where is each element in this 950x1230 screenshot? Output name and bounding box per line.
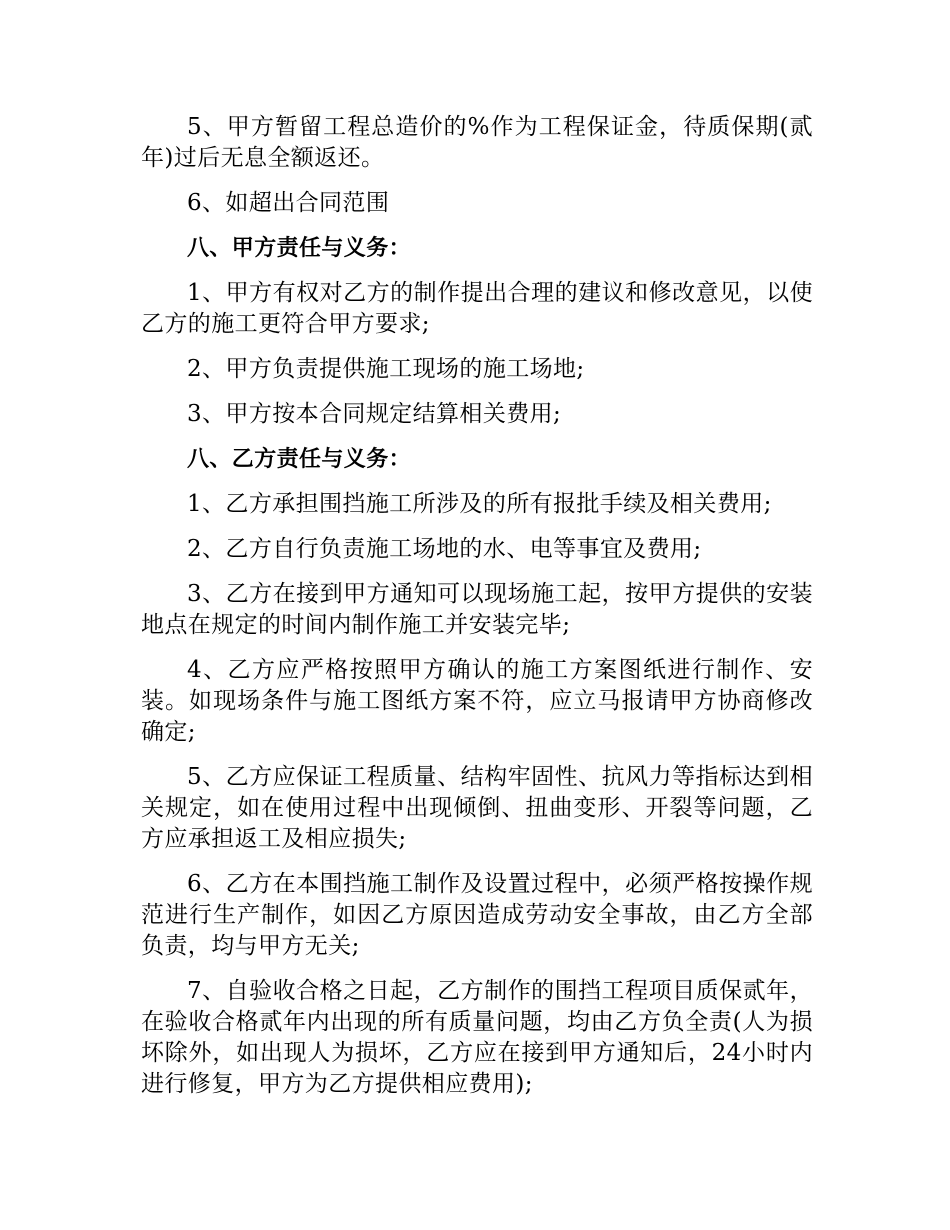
party-b-clause-7: 7、自验收合格之日起，乙方制作的围挡工程项目质保贰年，在验收合格贰年内出现的所有质量问题，均由乙方负全责(人为损坏除外，如出现人为损坏，乙方应在接到甲方通知后，24小时内进行修复，甲方为乙方提供相应费用); xyxy=(141,978,813,1097)
party-b-clause-3: 3、乙方在接到甲方通知可以现场施工起，按甲方提供的安装地点在规定的时间内制作施工并安装完毕; xyxy=(141,581,813,638)
section-heading-party-a: 八、甲方责任与义务： xyxy=(187,236,412,261)
party-b-clause-2: 2、乙方自行负责施工场地的水、电等事宜及费用; xyxy=(187,536,702,562)
party-b-clause-5: 5、乙方应保证工程质量、结构牢固性、抗风力等指标达到相关规定，如在使用过程中出现倾倒、扭曲变形、开裂等问题，乙方应承担返工及相应损失; xyxy=(141,764,813,852)
party-b-clause-1: 1、乙方承担围挡施工所涉及的所有报批手续及相关费用; xyxy=(187,491,772,517)
party-a-clause-3: 3、甲方按本合同规定结算相关费用; xyxy=(187,401,562,427)
party-b-clause-4: 4、乙方应严格按照甲方确认的施工方案图纸进行制作、安装。如现场条件与施工图纸方案不符，应立马报请甲方协商修改确定; xyxy=(141,657,813,745)
clause-guarantee-deposit: 5、甲方暂留工程总造价的%作为工程保证金，待质保期(贰年)过后无息全额返还。 xyxy=(141,114,813,171)
document-body xyxy=(141,112,813,1114)
party-a-clause-2: 2、甲方负责提供施工现场的施工场地; xyxy=(187,356,585,382)
party-b-clause-6: 6、乙方在本围挡施工制作及设置过程中，必须严格按操作规范进行生产制作，如因乙方原因造成劳动安全事故，由乙方全部负责，均与甲方无关; xyxy=(141,871,813,959)
party-a-clause-1: 1、甲方有权对乙方的制作提出合理的建议和修改意见，以使乙方的施工更符合甲方要求; xyxy=(141,280,813,337)
section-heading-party-b: 八、乙方责任与义务： xyxy=(187,447,412,472)
clause-out-of-scope: 6、如超出合同范围 xyxy=(187,190,390,216)
